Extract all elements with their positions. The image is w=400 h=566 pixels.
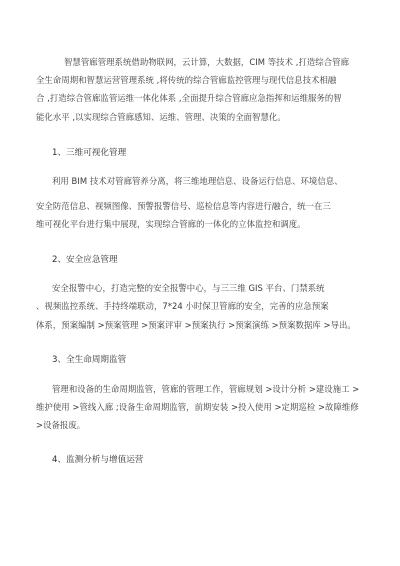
intro-line: 智慧管廊管理系统借助物联网，云计算，大数据，CIM 等技术 ,打造综合管廊 — [64, 57, 350, 67]
intro-line: 合 ,打造综合管廊监管运维一体化体系 ,全面提升综合管廊应急指挥和运维服务的智 — [36, 93, 342, 103]
section-heading: 4、监测分析与增值运营 — [52, 455, 144, 465]
section-line: 安全防范信息、视频图像、预警报警信号、巡检信息等内容进行融合，统一在三 — [36, 201, 331, 211]
section-line: 安全报警中心，打造完整的安全报警中心，与三三维 GIS 平台、门禁系统 — [52, 283, 325, 293]
section-line: >设备报废。 — [36, 420, 86, 430]
section-line: 维护使用 >管线入廊 ;设备生命周期监管，前期安装 >投入使用 >定期巡检 >故障维修 — [36, 402, 359, 412]
section-line: 利用 BIM 技术对管廊管养分离，将三维地理信息、设备运行信息、环境信息、 — [52, 176, 343, 186]
section-heading: 3、全生命周期监管 — [52, 355, 127, 365]
section-line: 维可视化平台进行集中展现，实现综合管廊的一体化的立体监控和调度。 — [36, 219, 306, 229]
intro-line: 全生命周期和智慧运营管理系统 ,将传统的综合管廊监控管理与现代信息技术相融 — [36, 75, 337, 85]
section-line: 管理和设备的生命周期监管，管廊的管理工作，管廊规划 >设计分析 >建设施工 > — [52, 384, 360, 394]
intro-line: 能化水平 ,以实现综合管廊感知、运维、管理、决策的全面智慧化。 — [36, 112, 286, 122]
section-heading: 2、安全应急管理 — [52, 255, 118, 265]
section-line: 、视频监控系统、手持终端联动，7*24 小时保卫管廊的安全，完善的应急预案 — [36, 301, 329, 311]
section-line: 体系，预案编制 >预案管理 >预案评审 >预案执行 >预案演练 >预案数据库 >导出。 — [36, 320, 356, 330]
section-heading: 1、三维可视化管理 — [52, 148, 127, 158]
